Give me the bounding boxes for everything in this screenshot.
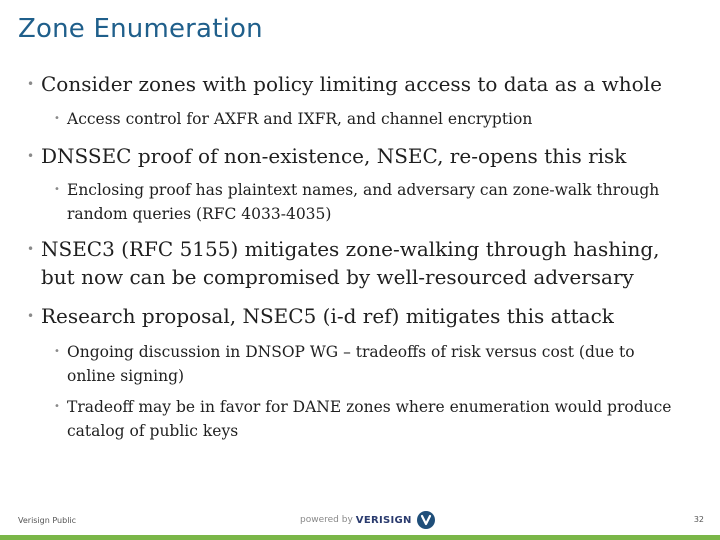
slide-title: Zone Enumeration <box>18 14 263 44</box>
sub-bullet-text: Access control for AXFR and IXFR, and channel encryption <box>67 110 533 128</box>
sub-bullet-item <box>54 107 687 131</box>
classification-label: Verisign Public <box>18 516 77 525</box>
bullet-dot-icon: • <box>27 77 35 91</box>
bullet-dot-icon: • <box>27 309 35 323</box>
powered-by-label: powered by <box>300 515 353 525</box>
bullet-item <box>27 142 691 170</box>
sub-bullet-text: Tradeoff may be in favor for DANE zones where enumeration would produce catalog of public keys <box>67 398 672 440</box>
bullet-dot-icon: • <box>54 184 60 195</box>
bullet-text: Consider zones with policy limiting access to data as a whole <box>41 72 662 96</box>
sub-bullet-item <box>54 178 687 226</box>
bullet-dot-icon: • <box>27 149 35 163</box>
bullet-text: NSEC3 (RFC 5155) mitigates zone-walking through hashing, but now can be compromised by well-resourced adversary <box>41 237 660 289</box>
sub-bullet-text: Enclosing proof has plaintext names, and adversary can zone-walk through random queries (RFC 4033-4035) <box>67 181 660 223</box>
bullet-dot-icon: • <box>54 401 60 412</box>
brand-name: VERISIGN <box>355 514 412 526</box>
bullet-dot-icon: • <box>27 242 35 256</box>
bullet-text: Research proposal, NSEC5 (i-d ref) mitigates this attack <box>41 304 614 328</box>
sub-bullet-item <box>54 395 687 443</box>
bullet-item <box>27 235 691 291</box>
bullet-dot-icon: • <box>54 346 60 357</box>
accent-bar <box>0 535 720 540</box>
verisign-logo-icon <box>417 511 435 529</box>
bullet-dot-icon: • <box>54 113 60 124</box>
bullet-text: DNSSEC proof of non-existence, NSEC, re-opens this risk <box>41 144 627 168</box>
bullet-item <box>27 302 691 330</box>
sub-bullet-text: Ongoing discussion in DNSOP WG – tradeoffs of risk versus cost (due to online signing) <box>67 343 635 385</box>
footer-branding <box>300 509 435 531</box>
bullet-item <box>27 70 691 98</box>
page-number: 32 <box>693 515 704 524</box>
sub-bullet-item <box>54 340 687 388</box>
